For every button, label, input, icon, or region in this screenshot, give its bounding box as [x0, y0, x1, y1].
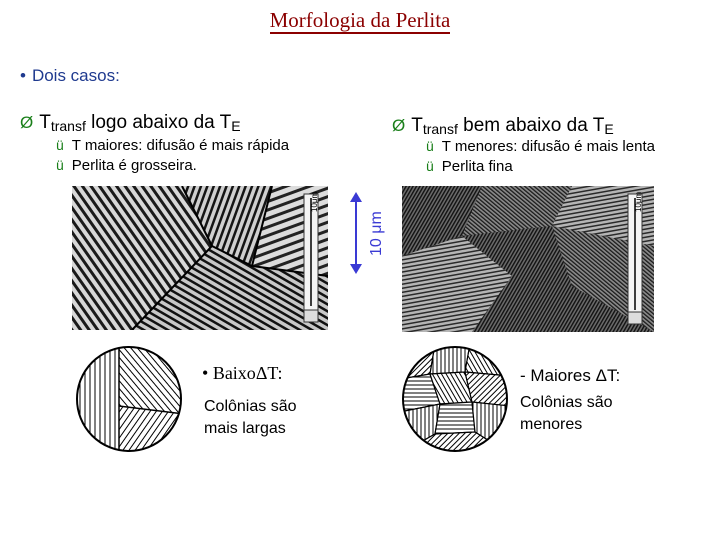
scale-bar-label: 10 μm: [368, 211, 385, 256]
right-t-sub: transf: [422, 121, 458, 137]
left-condition-text: logo abaixo da T: [91, 112, 232, 133]
check-icon: ü: [56, 157, 64, 173]
coarse-pearlite-image: [72, 186, 328, 330]
left-check-2-text: Perlita é grosseira.: [71, 157, 197, 174]
right-dt-text: - Maiores: [520, 366, 591, 385]
intro-text: Dois casos:: [31, 66, 120, 85]
right-t-prefix: T: [411, 115, 423, 136]
right-check-2-text: Perlita fina: [441, 158, 513, 175]
left-check-1-text: T maiores: difusão é mais rápida: [71, 137, 290, 154]
large-colonies-diagram: [74, 344, 184, 454]
right-colonies-line-1: Colônias são: [520, 394, 613, 411]
right-micro-marker: 10μm: [634, 191, 643, 212]
right-arrow-icon: Ø: [392, 116, 406, 135]
right-check-2: [426, 158, 513, 175]
left-t-prefix: T: [39, 112, 51, 133]
page-title-text: Morfologia da Perlita: [269, 8, 451, 32]
left-dt-text: Baixo: [212, 363, 256, 383]
fine-pearlite-micrograph: [402, 186, 654, 332]
left-colonies-line-2: mais largas: [204, 420, 286, 437]
check-icon: ü: [426, 138, 434, 154]
right-check-1-text: T menores: difusão é mais lenta: [441, 138, 655, 155]
small-colonies-circle: [400, 344, 510, 454]
right-condition-text: bem abaixo da T: [463, 115, 605, 136]
left-dt-bullet: •: [202, 363, 209, 383]
page-title: [0, 8, 720, 33]
right-delta-t-label: [520, 366, 620, 386]
right-dt-delta: ΔT:: [595, 366, 621, 385]
right-check-1: [426, 138, 655, 155]
scale-bar-arrow: [346, 192, 366, 274]
left-colonies-text: [204, 396, 297, 440]
coarse-pearlite-micrograph: [72, 186, 328, 330]
left-check-2: [56, 157, 197, 174]
left-arrow-icon: Ø: [20, 113, 34, 132]
left-condition-sub: E: [231, 118, 241, 134]
right-condition-sub: E: [604, 121, 614, 137]
left-dt-delta: ΔT:: [255, 363, 283, 383]
intro-bullet: •: [20, 66, 26, 85]
fine-pearlite-image: [402, 186, 654, 332]
check-icon: ü: [56, 137, 64, 153]
left-delta-t-label: [202, 363, 283, 384]
right-condition: [392, 115, 614, 137]
intro-line: [20, 66, 120, 86]
scale-bar: [346, 192, 386, 274]
left-colonies-line-1: Colônias são: [204, 398, 297, 415]
large-colonies-circle: [74, 344, 184, 454]
right-colonies-text: [520, 392, 613, 436]
small-colonies-diagram: [400, 344, 510, 454]
check-icon: ü: [426, 158, 434, 174]
right-colonies-line-2: menores: [520, 416, 583, 433]
left-micro-marker: 10μm: [310, 191, 319, 212]
left-check-1: [56, 137, 289, 154]
left-t-sub: transf: [50, 118, 86, 134]
left-condition: [20, 112, 241, 134]
